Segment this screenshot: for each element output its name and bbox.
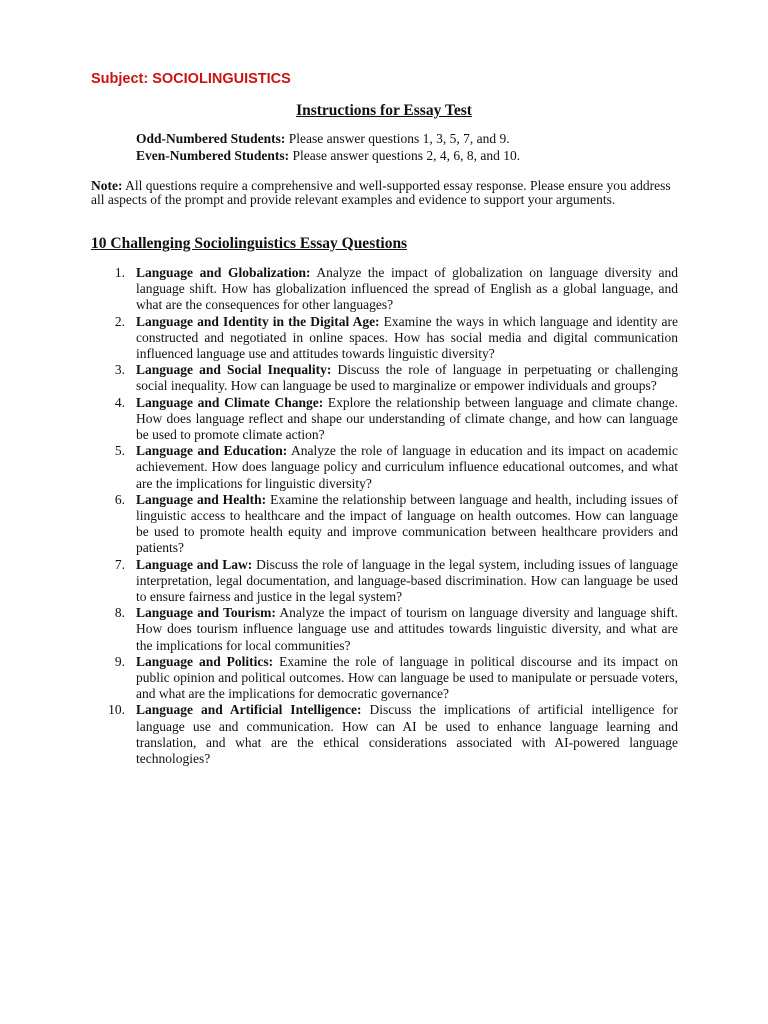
- question-title: Language and Social Inequality:: [136, 362, 332, 378]
- question-text: Discuss the role of language in perpetuating or challenging social inequality. How can language be used to marginalize or empower individuals and groups?: [136, 362, 679, 394]
- question-number: 8.: [114, 605, 125, 621]
- question-number: 10.: [108, 702, 125, 718]
- even-students-text: Please answer questions 2, 4, 6, 8, and 10.: [289, 148, 521, 163]
- question-number: 1.: [114, 265, 125, 280]
- note-text: All questions require a comprehensive and well-supported essay response. Please ensure you address all aspects of the prompt and provide relevant examples and evidence to support your arguments.: [91, 178, 671, 207]
- even-students-label: Even-Numbered Students:: [136, 148, 290, 163]
- question-title: Language and Law:: [136, 556, 253, 572]
- question-item: [91, 443, 678, 492]
- question-text: Analyze the impact of globalization on language diversity and language shift. How has globalization influenced the spread of English as a global language, and what are the consequences for other languages?: [136, 265, 678, 313]
- question-number: 5.: [114, 443, 125, 459]
- question-number: 7.: [114, 556, 125, 572]
- question-text: Explore the relationship between language and climate change. How does language reflect and shape our understanding of climate change, and how can language be used to promote climate action?: [136, 394, 678, 443]
- question-text: Examine the role of language in political discourse and its impact on public opinion and political outcomes. How can language be used to manipulate or persuade voters, and what are the implications for democratic governance?: [136, 653, 678, 702]
- question-number: 9.: [114, 653, 125, 669]
- note-label: Note:: [91, 178, 123, 193]
- question-title: Language and Tourism:: [136, 605, 276, 621]
- question-title: Language and Politics:: [136, 653, 274, 669]
- questions-section-title: 10 Challenging Sociolinguistics Essay Questions: [91, 235, 408, 252]
- question-number: 4.: [114, 394, 125, 410]
- question-number: 6.: [114, 491, 125, 507]
- question-number: 3.: [114, 362, 125, 378]
- question-title: Language and Identity in the Digital Age:: [136, 313, 380, 329]
- odd-students-label: Odd-Numbered Students:: [136, 131, 286, 146]
- question-item: [91, 492, 678, 557]
- question-number: 2.: [114, 313, 125, 329]
- question-text: Examine the ways in which language and identity are constructed and negotiated in online spaces. How has social media and digital communication influenced language use and attitudes towards linguistic diversity?: [136, 313, 679, 362]
- note-paragraph: [91, 179, 681, 207]
- question-item: [91, 702, 678, 767]
- question-item: [91, 314, 678, 363]
- odd-students-instruction: [136, 131, 510, 147]
- question-title: Language and Artificial Intelligence:: [136, 702, 362, 718]
- question-title: Language and Education:: [136, 443, 288, 459]
- question-text: Examine the relationship between language and health, including issues of linguistic access to healthcare and the impact of language on health outcomes. How can language be used to promote health equity and improve communication between healthcare providers and patients?: [136, 491, 678, 556]
- question-title: Language and Globalization:: [136, 265, 311, 280]
- question-item: [91, 605, 678, 654]
- even-students-instruction: [136, 148, 520, 164]
- subject-heading: Subject: SOCIOLINGUISTICS: [91, 71, 291, 87]
- question-title: Language and Climate Change:: [136, 394, 324, 410]
- question-item: [91, 362, 678, 394]
- instructions-title: Instructions for Essay Test: [296, 102, 472, 119]
- question-title: Language and Health:: [136, 491, 267, 507]
- question-item: [91, 557, 678, 606]
- question-item: [91, 395, 678, 444]
- questions-list: [91, 265, 678, 767]
- question-item: [91, 265, 678, 314]
- question-text: Discuss the role of language in the legal system, including issues of language interpretation, legal documentation, and language-based discrimination. How can language be used to ensure fairness and justice in the legal system?: [136, 556, 679, 605]
- question-text: Discuss the implications of artificial intelligence for language use and communication. How can AI be used to enhance language learning and translation, and what are the ethical considerations associated with AI-powered language technologies?: [136, 702, 678, 767]
- question-text: Analyze the impact of tourism on language diversity and language shift. How does tourism influence language use and attitudes towards linguistic diversity, and what are the implications for local communities?: [136, 605, 679, 653]
- odd-students-text: Please answer questions 1, 3, 5, 7, and 9.: [285, 131, 510, 146]
- question-item: [91, 654, 678, 703]
- question-text: Analyze the role of language in education and its impact on academic achievement. How does language policy and curriculum influence educational outcomes, and what are the implications for linguistic diversity?: [136, 443, 678, 491]
